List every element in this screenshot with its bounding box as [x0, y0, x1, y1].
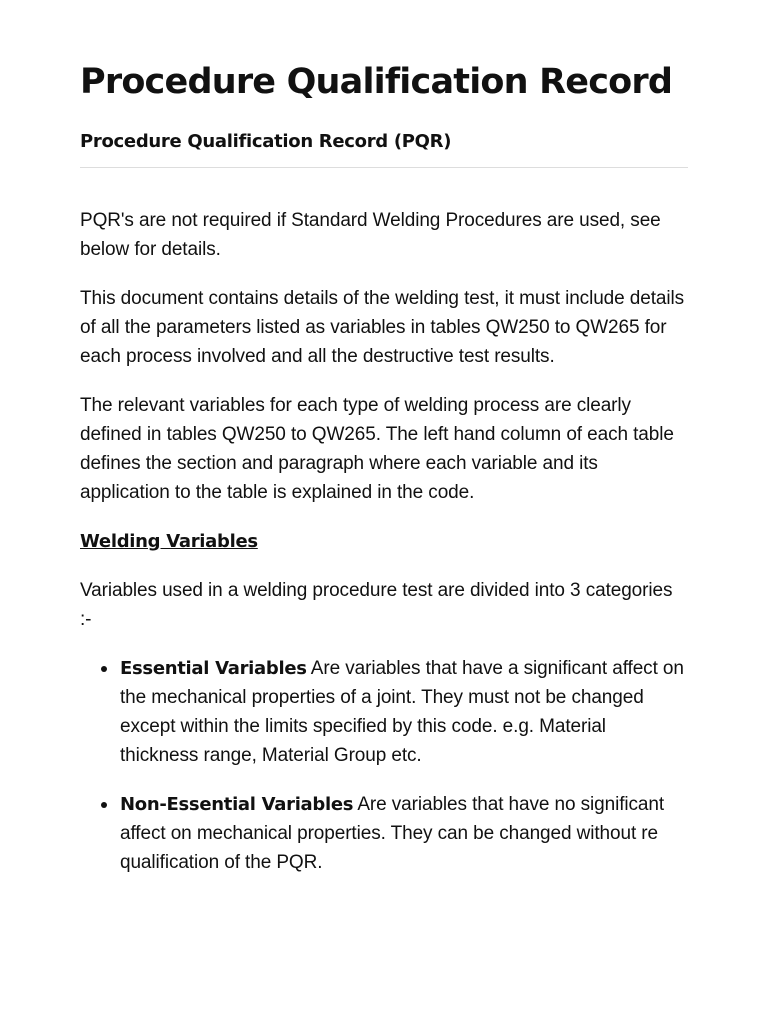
variables-list [80, 654, 688, 877]
bullet-icon [101, 802, 107, 808]
definition-essential-variables: Are variables that have a significant affect on the mechanical properties of a joint. They must not be changed except within the limits specified by this code. e.g. Material thickness range, Material Group etc. [120, 658, 684, 766]
divider [80, 167, 688, 168]
page-subtitle: Procedure Qualification Record (PQR) [80, 131, 452, 152]
paragraph-pqr-not-required: PQR's are not required if Standard Welding Procedures are used, see below for details. [80, 210, 661, 260]
paragraph-document-contents: This document contains details of the welding test, it must include details of all the parameters listed as variables in tables QW250 to QW265 for each process involved and all the destructive test results. [80, 288, 684, 367]
page-title: Procedure Qualification Record [80, 62, 673, 102]
list-item-non-essential-variables [80, 790, 688, 877]
bullet-icon [101, 666, 107, 672]
term-non-essential-variables: Non-Essential Variables [120, 794, 354, 815]
definition-non-essential-variables: Are variables that have no significant affect on mechanical properties. They can be changed without re qualification of the PQR. [120, 794, 665, 873]
paragraph-variables-intro: Variables used in a welding procedure test are divided into 3 categories :- [80, 580, 673, 630]
section-heading-welding-variables: Welding Variables [80, 531, 258, 552]
list-item-essential-variables [80, 654, 688, 770]
term-essential-variables: Essential Variables [120, 658, 307, 679]
paragraph-relevant-variables: The relevant variables for each type of welding process are clearly defined in tables QW250 to QW265. The left hand column of each table defines the section and paragraph where each variable and its application to the table is explained in the code. [80, 395, 674, 503]
